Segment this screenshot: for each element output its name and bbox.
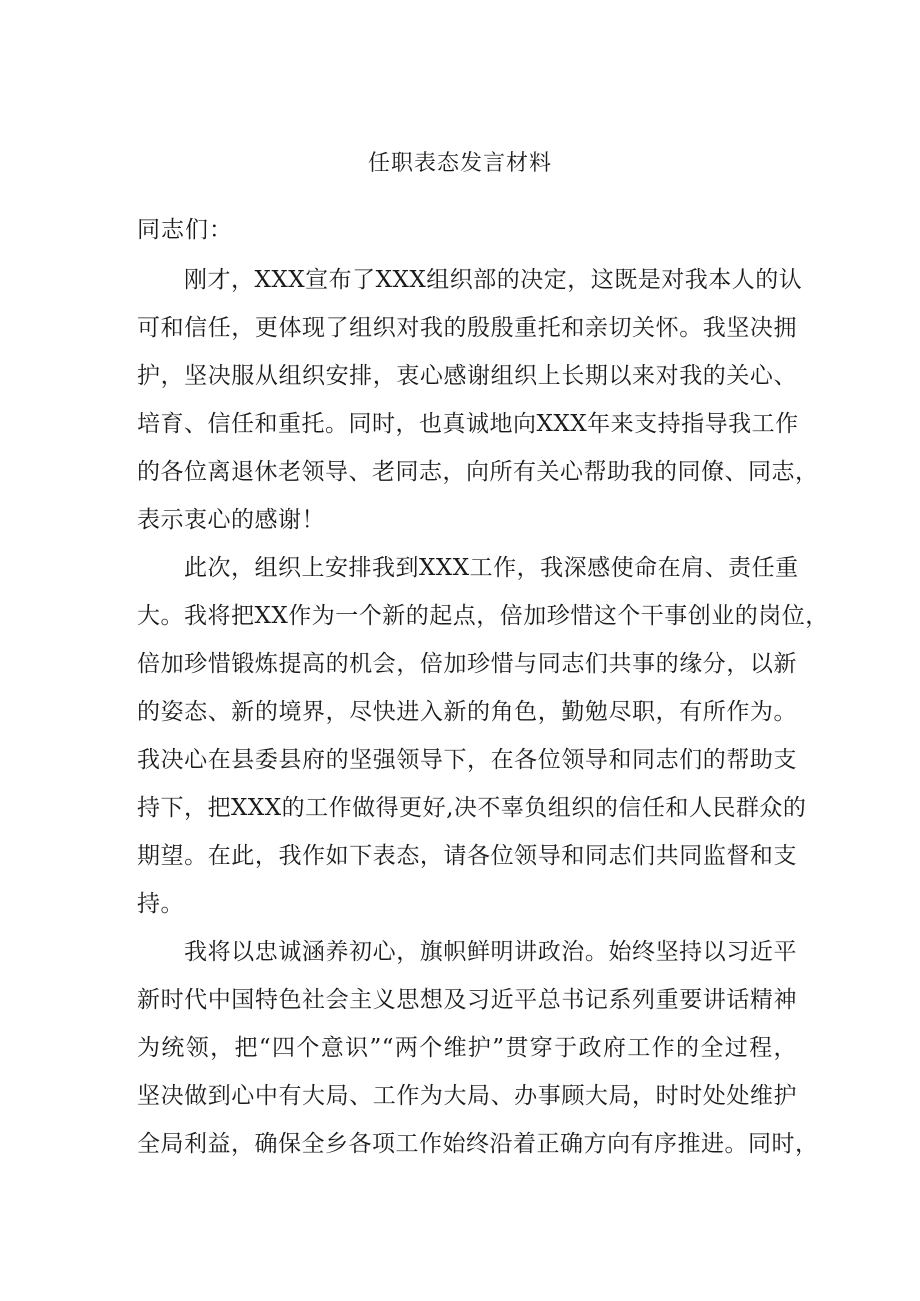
paragraph-2-line: 持下，把XXX的工作做得更好,决不辜负组织的信任和人民群众的	[137, 795, 807, 821]
paragraph-3-line: 新时代中国特色社会主义思想及习近平总书记系列重要讲话精神	[137, 987, 797, 1013]
paragraph-3-line: 我将以忠诚涵养初心，旗帜鲜明讲政治。始终坚持以习近平	[184, 939, 797, 965]
salutation: 同志们：	[137, 217, 233, 243]
paragraph-1-line: 的各位离退休老领导、老同志，向所有关心帮助我的同僚、同志，	[137, 459, 819, 485]
paragraph-3-line: 坚决做到心中有大局、工作为大局、办事顾大局，时时处处维护	[137, 1083, 797, 1109]
paragraph-3-line: 全局利益，确保全乡各项工作始终沿着正确方向有序推进。同时，	[137, 1131, 819, 1157]
paragraph-2-line: 的姿态、新的境界，尽快进入新的角色，勤勉尽职，有所作为。	[137, 699, 797, 725]
paragraph-1-line: 培育、信任和重托。同时，也真诚地向XXX年来支持指导我工作	[137, 411, 799, 437]
paragraph-3-line: 为统领，把“四个意识”“两个维护”贯穿于政府工作的全过程，	[137, 1035, 797, 1061]
paragraph-1-line: 表示衷心的感谢！	[137, 507, 325, 533]
paragraph-2-line: 倍加珍惜锻炼提高的机会，倍加珍惜与同志们共事的缘分，以新	[137, 651, 797, 677]
paragraph-1-line: 护，坚决服从组织安排，衷心感谢组织上长期以来对我的关心、	[137, 363, 797, 389]
paragraph-2-line: 大。我将把XX作为一个新的起点，倍加珍惜这个干事创业的岗位，	[137, 603, 829, 629]
paragraph-2-line: 期望。在此，我作如下表态，请各位领导和同志们共同监督和支	[137, 843, 797, 869]
paragraph-1-line: 可和信任，更体现了组织对我的殷殷重托和亲切关怀。我坚决拥	[137, 315, 797, 341]
paragraph-2-line: 此次，组织上安排我到XXX工作，我深感使命在肩、责任重	[184, 555, 799, 581]
paragraph-2-line: 我决心在县委县府的坚强领导下，在各位领导和同志们的帮助支	[137, 747, 797, 773]
paragraph-1-line: 刚才，XXX宣布了XXX组织部的决定，这既是对我本人的认	[184, 267, 803, 293]
paragraph-2-line: 持。	[137, 891, 184, 917]
document-title: 任职表态发言材料	[367, 151, 552, 176]
